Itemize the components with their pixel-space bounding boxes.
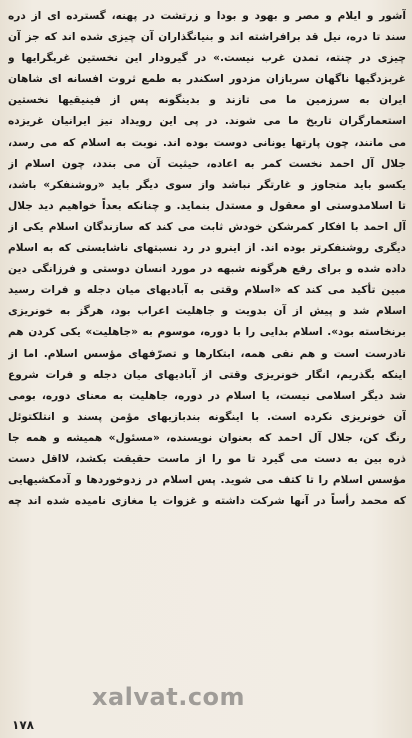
- text-line: سند تا دره، نیل قد برافراشته اند و بنیانگذاران آن چیزی شده اند که جز آن: [8, 31, 406, 44]
- text-line: مؤسس اسلام را تا کتف می شوید. پس اسلام در زدوخوردها و آدمکشیهایی: [8, 474, 406, 487]
- text-line: شد دیگر اسلامی نیست، یا اسلام در دوره، جاهلیت به معنای دوره، بومی: [8, 389, 406, 402]
- text-line: داده شده و برای رفع هرگونه شبهه در مورد انسان دوستی و فرزانگی دین: [8, 263, 406, 276]
- text-line: اسلام شد و پیش از آن بدویت و جاهلیت اعراب بود، هرگز به خونریزی: [8, 305, 406, 318]
- text-line: اینکه بگذریم، انگار خونریزی وقتی از آبادیهای میان دجله و فرات شروع: [8, 368, 406, 381]
- body-text: [8, 6, 406, 512]
- text-line: آشور و ایلام و مصر و بهود و بودا و زرتشت در پهنه، گسترده ای از دره: [8, 10, 406, 22]
- text-line: رنگ کن، جلال آل احمد که بعنوان نویسنده، «مسئول» همیشه و همه جا: [8, 431, 406, 444]
- watermark: xalvat.com: [92, 683, 246, 711]
- text-line: دیگری روشنفکرتر بوده اند. از اینرو در رد نسبتهای ناشایستی که به اسلام: [8, 242, 406, 255]
- text-line: نادرست است و هم نفی همه، ابتکارها و تصرّفهای مؤسس اسلام. اما از: [8, 347, 406, 360]
- text-line: تا اسلامدوستی او معقول و مستدل بنماید. و چنانکه بعداً خواهیم دید جلال: [8, 199, 406, 212]
- text-line: که محمد رأساً در آنها شرکت داشته و غزوات یا مغازی نامیده شده اند چه: [8, 495, 406, 508]
- text-line: غربزدگیها ناگهان سربازان مزدور اسکندر به طمع ثروت افسانه ای شاهان: [8, 73, 406, 86]
- text-line: آن خونریزی نکرده است. با اینگونه بندبازیهای مؤمن پسند و انتلکتوئل: [8, 410, 406, 423]
- text-line: ذره بین به دست می گیرد تا مو را از ماست حقیقت بکشد، لااقل دست: [8, 452, 406, 465]
- text-line: می مانند، چون پارتها یونانی دوست بوده اند. نوبت به اسلام که می رسد،: [8, 136, 406, 149]
- text-line: آل احمد با افکار کمرشکن خودش ثابت می کند که سازندگان اسلام یکی از: [8, 220, 406, 233]
- text-line: مبین تأکید می کند که «اسلام وقتی به آبادیهای میان دجله و فرات رسید: [8, 284, 406, 297]
- text-line: جلال آل احمد نخست کمر به اعاده، حیثیت آن می بندد، چون اسلام از: [8, 157, 406, 170]
- text-line: چیزی در چنته، تمدن غرب نیست.» در گیرودار این نخستین غربگرایها و: [8, 52, 406, 65]
- page-number: ۱۷۸: [12, 718, 34, 732]
- text-line: ایران به سرزمین ما می تازند و بدینگونه پس از فینیقیها نخستین: [8, 94, 406, 107]
- text-line: استعمارگران تاریخ ما می شوند. در پی این رویداد نیز ایرانیان غریزده: [8, 115, 406, 128]
- text-line: برنخاسته بود». اسلام بدایی را با دوره، موسوم به «جاهلیت» یکی کردن هم: [8, 326, 406, 339]
- text-line: یکسو باید متجاوز و غارتگر نباشد واز سوی دیگر باید «روشنفکر» باشد،: [8, 178, 406, 191]
